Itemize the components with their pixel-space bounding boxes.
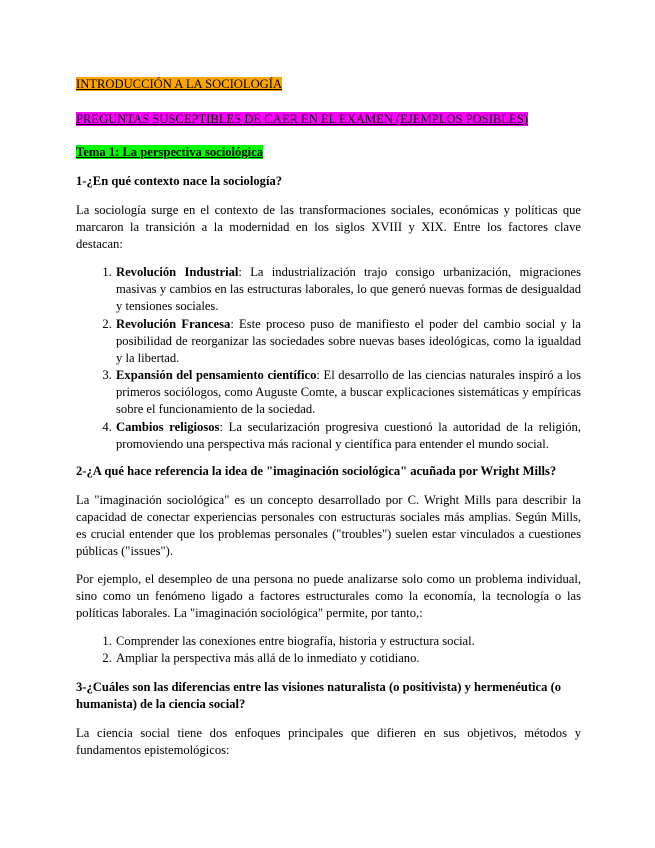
question-1-heading: 1-¿En qué contexto nace la sociología?	[76, 174, 283, 188]
list-item: 1. Comprender las conexiones entre biografía, historia y estructura social.	[115, 633, 581, 650]
list-item-text: : La secularización progresiva cuestionó la autoridad de la religión, promoviendo una perspectiva más racional y científica para entender el mundo social.	[116, 419, 581, 451]
question-2-paragraph-2: Por ejemplo, el desempleo de una persona no puede analizarse solo como un problema individual, sino como un fenómeno ligado a factores estructurales como la economía, la tecnología o las políticas laborales. La "imaginación sociológica" permite, por tanto,:	[76, 571, 581, 620]
list-item	[115, 367, 581, 418]
question-2-list	[76, 633, 581, 668]
question-1-list	[76, 264, 581, 453]
document-title-line	[76, 76, 581, 93]
tema-heading-line	[76, 144, 581, 161]
list-item-term: Revolución Francesa	[116, 316, 231, 331]
list-item-text: : El desarrollo de las ciencias naturales inspiró a los primeros sociólogos, como Auguste Comte, a buscar explicaciones sistemáticas y empíricas sobre el funcionamiento de la sociedad.	[116, 368, 581, 416]
tema-heading: Tema 1: La perspectiva sociológica	[76, 145, 264, 159]
list-item-text: : Este proceso puso de manifiesto el poder del cambio social y la posibilidad de reorganizar las sociedades sobre nuevas bases ideológicas, como la igualdad y la libertad.	[116, 316, 581, 365]
document-subtitle: PREGUNTAS SUSCEPTIBLES DE CAER EN EL EXAMEN (EJEMPLOS POSIBLES)	[76, 112, 528, 126]
question-2-heading: 2-¿A qué hace referencia la idea de "imaginación sociológica" acuñada por Wright Mills?	[76, 463, 557, 478]
question-1-intro: La sociología surge en el contexto de las transformaciones sociales, económicas y políticas que marcaron la transición a la modernidad en los siglos XVIII y XIX. Entre los factores clave destacan:	[76, 203, 581, 251]
question-2-paragraph-1: La "imaginación sociológica" es un concepto desarrollado por C. Wright Mills para describir la capacidad de conectar experiencias personales con estructuras sociales más amplias. Según Mills, es crucial entender que los problemas personales ("troubles") suelen estar vinculados a cuestiones públicas ("issues").	[76, 492, 581, 558]
question-3-heading: 3-¿Cuáles son las diferencias entre las visiones naturalista (o positivista) y hermenéutica (o humanista) de la ciencia social?	[76, 680, 562, 711]
list-item-term: Cambios religiosos	[116, 419, 220, 434]
document-subtitle-line	[76, 111, 581, 128]
list-item	[115, 264, 581, 315]
document-title: INTRODUCCIÓN A LA SOCIOLOGÍA	[76, 77, 283, 91]
list-item	[115, 419, 581, 453]
list-item: 2. Ampliar la perspectiva más allá de lo inmediato y cotidiano.	[115, 650, 581, 667]
list-item	[115, 316, 581, 367]
list-item-term: Revolución Industrial	[116, 265, 239, 279]
list-item-text: : La industrialización trajo consigo urbanización, migraciones masivas y cambios en las estructuras laborales, lo que generó nuevas formas de desigualdad y tensiones sociales.	[116, 265, 581, 313]
list-item-term: Expansión del pensamiento científico	[116, 368, 317, 382]
question-3-intro: La ciencia social tiene dos enfoques principales que difieren en sus objetivos, métodos y fundamentos epistemológicos:	[76, 726, 581, 757]
